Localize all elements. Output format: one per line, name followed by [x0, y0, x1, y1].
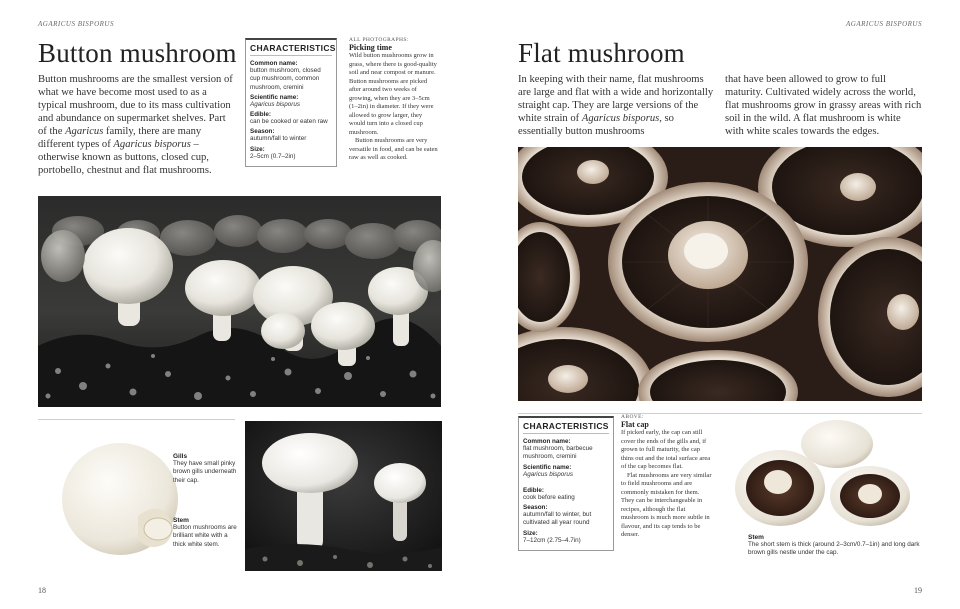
scientific-name-label: Scientific name: — [523, 463, 572, 471]
caption-paragraph: Button mushrooms are very versatile in food, and can be eaten raw as well as cooked. — [349, 137, 438, 161]
divider-rule — [38, 419, 235, 420]
scientific-name-label: Scientific name: — [250, 93, 299, 101]
intro-text: In keeping with their name, flat mushrooms are large and flat with a wide and horizontally straight cap. They are large versions of the white strain of — [518, 74, 714, 124]
edible-label: Edible: — [250, 111, 271, 119]
caption-label: ALL PHOTOGRAPHS: — [349, 37, 409, 43]
stem-note-title: Stem — [173, 517, 189, 524]
intro-text: , so essentially button mushrooms — [518, 113, 674, 137]
common-name-value: flat mushroom, barbecue mushroom, cremini — [523, 445, 593, 461]
intro-genus: Agaricus — [65, 126, 104, 137]
size-label: Size: — [250, 145, 265, 153]
caption-paragraph: Flat mushrooms are very similar to field mushrooms and are commonly mistaken for them. They can be interchangeable in recipes, although the flat mushroom is much more subtle in flavour, and its cap tends to be denser. — [621, 471, 712, 538]
season-value: autumn/fall to winter — [250, 135, 307, 143]
caption-body — [621, 429, 713, 540]
flat-mushrooms-photo — [518, 147, 922, 401]
page-title-flat-mushroom: Flat mushroom — [518, 38, 685, 68]
size-label: Size: — [523, 529, 538, 537]
caption-title: Picking time — [349, 43, 392, 52]
gills-note-text: They have small pinky brown gills underneath their cap. — [173, 460, 237, 484]
intro-species: Agaricus bisporus — [581, 113, 660, 124]
season-value: autumn/fall to winter, but cultivated all year round — [523, 511, 592, 527]
caption-paragraph: Wild button mushrooms grow in grass, where there is good-quality soil and near compost or manure. Button mushrooms are picked after around two weeks of growing, when they are 3–5cm (1–2in) in diameter. If they were allowed to grow larger, they would turn into a closed cup mushroom. — [349, 52, 437, 136]
season-label: Season: — [250, 128, 275, 136]
common-name-label: Common name: — [250, 60, 298, 67]
single-button-mushroom-photo — [245, 421, 442, 571]
flat-mushroom-intro-col2: that have been allowed to grow to full maturity. Cultivated widely across the world, flat mushrooms grow in grassy areas with rich soil in the wild. A flat mushroom is white with white scales towards the edges. — [725, 74, 922, 137]
page-number-left: 18 — [38, 586, 46, 595]
page-number-right: 19 — [914, 586, 922, 595]
size-value: 2–5cm (0.7–2in) — [250, 152, 296, 160]
intro-text: family, there are many different types of — [38, 126, 202, 150]
stem-note — [173, 517, 237, 549]
caption-paragraph: If picked early, the cap can still cover the ends of the gills and, if grown to full maturity, the cap thins out and the total surface area of the cap becomes flat. — [621, 429, 711, 470]
flat-mushroom-intro-col1 — [518, 73, 714, 138]
stem-note-flat — [748, 534, 922, 558]
characteristics-box-button — [245, 38, 337, 167]
button-mushroom-intro — [38, 73, 235, 177]
gills-note-title: Gills — [173, 453, 188, 460]
photo-caption-picking-time — [349, 37, 439, 163]
stem-note-title: Stem — [748, 534, 764, 541]
caption-body — [349, 52, 439, 163]
season-label: Season: — [523, 504, 548, 512]
characteristics-heading: CHARACTERISTICS — [250, 43, 332, 56]
running-head-left: AGARICUS BISPORUS — [38, 20, 114, 28]
photo-caption-flat-cap — [621, 414, 713, 540]
button-mushrooms-growing-photo — [38, 196, 441, 407]
caption-label: ABOVE: — [621, 414, 644, 420]
flat-mushrooms-white-photo — [725, 416, 922, 534]
common-name-label: Common name: — [523, 438, 571, 445]
intro-species: Agaricus bisporus — [113, 139, 191, 150]
common-name-value: button mushroom, closed cup mushroom, common mushroom, cremini — [250, 67, 321, 91]
stem-note-text: The short stem is thick (around 2–3cm/0.7–1in) and long dark brown gills nestle under the cap. — [748, 541, 920, 557]
characteristics-box-flat — [518, 416, 614, 551]
gills-note — [173, 453, 237, 485]
scientific-name-value: Agaricus bisporus — [523, 470, 574, 478]
edible-value: can be cooked or eaten raw — [250, 118, 328, 126]
divider-rule — [518, 413, 922, 414]
running-head-right: AGARICUS BISPORUS — [846, 20, 922, 28]
edible-value: cook before eating — [523, 493, 575, 501]
edible-label: Edible: — [523, 486, 544, 494]
stem-note-text: Button mushrooms are brilliant white with a thick white stem. — [173, 524, 237, 548]
characteristics-heading: CHARACTERISTICS — [523, 421, 609, 434]
intro-text: Button mushrooms are the smallest version of what we have become most used to as a typical mushroom, due to its mass cultivation and abundance on supermarket shelves. Part of the — [38, 74, 233, 137]
size-value: 7–12cm (2.75–4.7in) — [523, 536, 581, 544]
page-title-button-mushroom: Button mushroom — [38, 38, 237, 68]
caption-title: Flat cap — [621, 420, 649, 429]
intro-text: – otherwise known as buttons, closed cup, portobello, chestnut and flat mushrooms. — [38, 139, 212, 176]
scientific-name-value: Agaricus bisporus — [250, 100, 301, 108]
